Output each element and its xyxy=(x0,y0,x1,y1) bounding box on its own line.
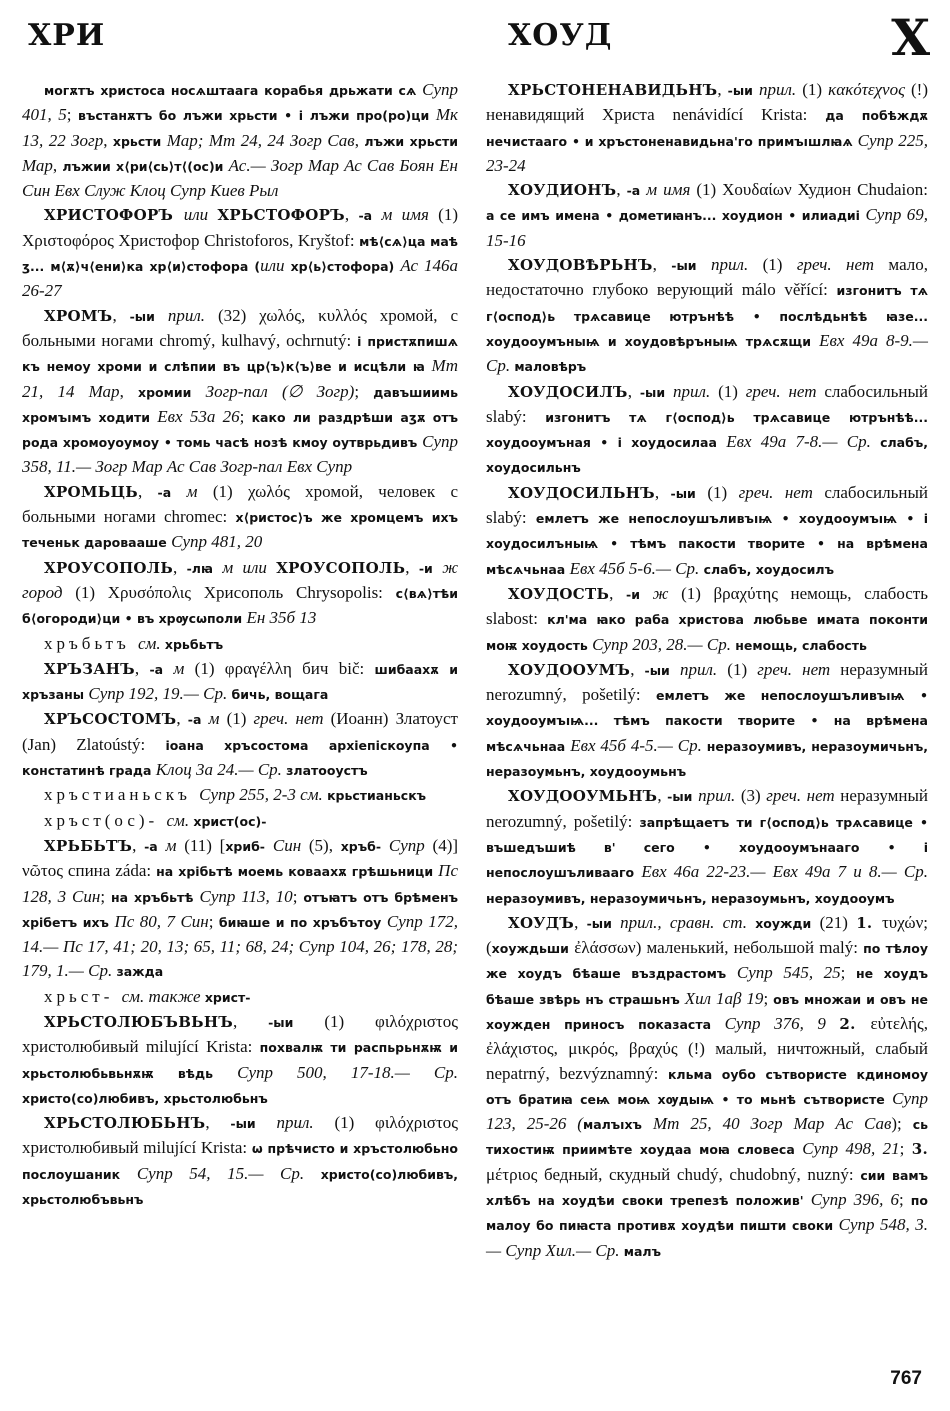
slavonic-citation: бичь, вощага xyxy=(231,687,329,703)
italic-text: или xyxy=(260,256,285,276)
entry-text: , xyxy=(652,255,672,275)
dictionary-entry xyxy=(486,911,928,1264)
entry-text: , xyxy=(205,1113,231,1133)
dictionary-entry xyxy=(486,380,928,481)
slavonic-citation: -ыи xyxy=(670,485,708,501)
entry-text: , xyxy=(52,155,63,175)
entry-text: ; xyxy=(292,886,304,906)
slavonic-citation: овъ множаи и овъ не хоужден приносъ показаста xyxy=(486,991,929,1032)
dictionary-entry xyxy=(22,203,458,303)
headword: 1. xyxy=(856,913,882,932)
slavonic-citation: изгонитъ тѧ г⟨оспод⟩ь трѧсавице ютрънѣѣ... хоудооумъная • і хоудосилаа xyxy=(486,409,928,451)
italic-text: прил. xyxy=(680,659,718,679)
slavonic-citation: малъ xyxy=(623,1243,661,1259)
slavonic-citation: -и xyxy=(418,560,443,576)
italic-text: м xyxy=(173,658,185,678)
entry-text: (1) Χρυσόπολις Хрисополь Chrysopolis: xyxy=(62,582,396,602)
entry-text: (21) xyxy=(819,912,857,932)
slavonic-citation: хоуждьши xyxy=(491,941,575,957)
entry-text: , xyxy=(103,130,113,150)
italic-text: греч. нет xyxy=(253,709,324,729)
slavonic-citation: сии вамъ хлѣбъ на хоудѣи своки трепезѣ положив' xyxy=(486,1167,928,1209)
headword: ХОУДОСИЛЪ xyxy=(508,382,628,401)
italic-text: прил. xyxy=(276,1113,314,1133)
slavonic-citation: маловѣръ xyxy=(514,359,587,375)
slavonic-citation: немощь, слабость xyxy=(735,637,867,653)
slavonic-citation: зажда xyxy=(116,964,164,980)
italic-text: Супр 203, 28.— Ср. xyxy=(592,634,736,654)
dictionary-entry xyxy=(22,1010,458,1111)
italic-text: Мт 21, 14 Мар xyxy=(22,356,458,401)
slavonic-citation: -ыи xyxy=(671,258,712,274)
entry-text: , xyxy=(173,557,187,577)
slavonic-citation: лъжии х⟨ри⟨сь⟩т⟨(ос)и xyxy=(62,158,229,174)
italic-text: см. xyxy=(138,633,165,653)
headword: ХРИСТОФОРЪ xyxy=(44,206,184,225)
italic-text: прил. xyxy=(711,255,749,275)
entry-text: (4)] νῶτος спина záda: xyxy=(22,835,459,881)
slavonic-citation: сь тихостиѭ приимѣте хоудаа моꙗ словеса xyxy=(486,1117,929,1158)
slavonic-citation: -ыи xyxy=(667,789,699,805)
entry-text: (1) xyxy=(707,482,739,502)
slavonic-citation: христо(со)любивъ, хрьстолюбьнъ xyxy=(22,1090,268,1106)
italic-text: прил. xyxy=(167,305,206,325)
slavonic-citation: -ыи xyxy=(268,1014,325,1030)
dictionary-entry xyxy=(22,985,458,1010)
slavonic-citation: хриб- xyxy=(225,838,273,854)
entry-text: , xyxy=(119,381,139,401)
headword: ХРОМЪ xyxy=(44,306,113,325)
italic-text: Ас 146а 26-27 xyxy=(22,256,458,301)
italic-text: Евх 49а 7-8.— Ср. xyxy=(726,432,881,452)
dictionary-entry xyxy=(22,783,458,808)
italic-text: Супр 500, 17-18.— Ср. xyxy=(237,1062,458,1082)
entry-text: ; xyxy=(898,1190,911,1210)
slavonic-citation: лъжи хрьсти xyxy=(364,133,459,149)
headword: ХРЬСТОНЕНАВИДЬНЪ xyxy=(508,81,718,99)
slavonic-citation: і пристѫпишѧ къ немоу хроми и слѣпии въ цр⟨ъ⟩к⟨ъ⟩ве и исцѣли ꙗ xyxy=(22,333,459,375)
entry-text: (1) φιλόχριστος христолюбивый milující Krista: xyxy=(22,1011,458,1057)
entry-text: (3) xyxy=(735,786,767,806)
entry-text: , xyxy=(137,481,158,501)
italic-text: Супр 255, 2-3 см. xyxy=(199,785,328,805)
slavonic-citation: -а xyxy=(149,661,174,677)
headword: ХРЬСТОЛЮБЪВЬНЪ xyxy=(44,1012,233,1031)
slavonic-citation: хръб- xyxy=(340,838,389,854)
entry-text: , xyxy=(627,381,640,401)
italic-text: Супр 113, 10 xyxy=(199,886,293,906)
entry-text: , xyxy=(405,557,419,577)
slavonic-citation: малъıхъ xyxy=(582,1117,653,1133)
italic-text: Супр 401, 5 xyxy=(22,80,458,125)
entry-text: (Иоанн) Златоуст (Jan) Zlatoústý: xyxy=(22,709,458,754)
italic-text: Евх 53а 26 xyxy=(157,406,240,426)
dictionary-entry xyxy=(22,480,458,556)
slavonic-citation: -ыи xyxy=(727,83,759,98)
italic-text: Супр 396, 6 xyxy=(810,1190,899,1210)
italic-text: прил. xyxy=(698,786,736,806)
entry-text: , xyxy=(657,786,668,806)
headword: ХОУДООУМЬНЪ xyxy=(508,787,658,806)
slavonic-citation: -и xyxy=(626,586,653,602)
dictionary-entry xyxy=(486,78,928,178)
slavonic-citation: христ(ос)- xyxy=(193,813,267,829)
entry-text: ; xyxy=(840,963,856,983)
slavonic-citation: слабъ, хоудосилъ xyxy=(703,561,834,577)
italic-text: Супр 545, 25 xyxy=(736,963,841,983)
entry-text: (1) xyxy=(219,709,254,729)
slavonic-citation: да побѣждѫ нечистааго • и хръстоненавидьна'го примъıшлꙗѧ xyxy=(486,108,929,149)
dictionary-entry xyxy=(22,632,458,657)
dictionary-entry xyxy=(486,178,928,253)
italic-text: Супр 192, 19.— Ср. xyxy=(88,684,232,704)
dictionary-entry xyxy=(486,658,928,784)
headword: ХРЪСОСТОМЪ xyxy=(44,710,177,729)
entry-text: , xyxy=(609,583,627,603)
italic-text: ж город xyxy=(22,557,459,602)
italic-text: Мар xyxy=(22,155,53,175)
italic-text: прил., сравн. ст. xyxy=(620,912,756,932)
headword: ХОУДЪ xyxy=(508,913,575,932)
dictionary-entry xyxy=(22,809,458,834)
entry-text: (1) xyxy=(796,80,829,99)
entry-text: ); xyxy=(891,1114,913,1134)
dictionary-entry xyxy=(22,834,458,985)
slavonic-citation: како ли раздрѣши аӡѫ отъ рода хромоуоумоу • томь часѣ нозѣ кмоу оутврьдивъ xyxy=(22,409,458,451)
slavonic-citation: с⟨вѧ⟩тѣи б⟨огороди⟩ци • въ хрѹсѡполи xyxy=(22,585,458,627)
entry-text: , xyxy=(112,305,130,325)
dictionary-entry xyxy=(22,707,458,783)
entry-text: (1) Χουδαίων Худион Chudaion: xyxy=(690,180,929,200)
entry-text: μέτριος бедный, скудный chudý, chudobný, nuzný: xyxy=(486,1164,861,1184)
dictionary-entry xyxy=(22,1111,458,1212)
italic-text: греч. нет xyxy=(757,659,831,679)
dictionary-entry xyxy=(486,784,928,910)
headword: ХОУДОСИЛЬНЪ xyxy=(508,483,655,502)
entry-text: (!) ненавидящий Христа nenávidící Krista: xyxy=(486,80,929,125)
entry-text: (1) xyxy=(748,255,797,275)
italic-text: Клоц 3а 24.— Ср. xyxy=(155,760,287,780)
headword: ХОУДОВѢРЬНЪ xyxy=(508,256,653,275)
slavonic-citation: -а xyxy=(626,183,647,199)
italic-text: Супр 358, 11.— Зогр Мар Ас Сав Зогр-пал Евх Супр xyxy=(22,432,458,477)
entry-text: ; xyxy=(100,886,111,906)
italic-text: Супр 376, 9 xyxy=(724,1013,840,1033)
entry-text: хрьст- xyxy=(44,986,122,1006)
italic-text: Супр 172, 14.— Пс 17, 41; 20, 13; 65, 11; 68, 24; Супр 104, 26; 178, 28; 179, 1.— Ср. xyxy=(22,911,458,981)
entry-text: (32) χωλός, κυλλός хромой, с больными ногами chromý, kulhavý, ochrnutý: xyxy=(22,305,458,350)
italic-text: Ас.— Зогр Мар Ас Сав Боян Ен Син Евх Служ Клоц Супр Киев Рыл xyxy=(22,155,458,201)
slavonic-citation: могѫтъ христоса носѧштаага корабья дрьжати сѧ xyxy=(44,83,423,98)
italic-text: или xyxy=(183,205,218,225)
slavonic-citation: -ыи xyxy=(644,662,681,678)
italic-text: Син xyxy=(272,835,302,855)
entry-text: , xyxy=(232,1011,269,1031)
slavonic-citation: по малоу бо пиꙗста противѫ хоудѣи пишти своки xyxy=(486,1193,928,1234)
entry-text: неразумный nerozumný, pošetilý: xyxy=(486,786,928,831)
entry-text: , xyxy=(630,659,645,679)
italic-text: м xyxy=(208,709,220,729)
slavonic-citation: емлетъ же непослоушъливъıѩ • хоудооумъıѩ... тѣмъ пакости творите • на врѣмена мѣсѧчьнаа xyxy=(486,688,928,754)
italic-text: Супр 69, 15-16 xyxy=(486,205,929,250)
entry-text: (1) βραχύτης немощь, слабость slabost: xyxy=(486,583,928,629)
entry-text: ; xyxy=(763,988,774,1008)
right-column xyxy=(486,78,928,1264)
italic-text: Зогр-пал (∅ Зогр) xyxy=(205,381,355,401)
headword: ХРОУСОПОЛЬ xyxy=(276,558,406,577)
slavonic-citation: запрѣщаетъ ти г⟨оспод⟩ь трѧсавице • въшедъшиѣ в' сего • хоудооумънааго • і непослоушъливааго xyxy=(486,814,929,881)
italic-text: м имя xyxy=(381,205,429,225)
entry-text: , xyxy=(574,912,587,932)
headword: ХРОУСОПОЛЬ xyxy=(44,558,174,577)
italic-text: прил. xyxy=(759,80,797,99)
slavonic-citation: -ыи xyxy=(586,915,621,931)
italic-text: Супр xyxy=(388,835,425,855)
slavonic-citation: -а xyxy=(144,838,166,854)
slavonic-citation: -ыи xyxy=(639,384,674,400)
slavonic-citation: а се имъ имена • дометиꙗнъ... хоудион • илиадиі xyxy=(486,208,866,224)
italic-text: греч. нет xyxy=(738,482,813,502)
entry-text: (1) φραγέλλη бич bič: xyxy=(184,658,375,678)
italic-text: Супр 123, 25-26 ( xyxy=(486,1088,928,1134)
running-head-center: ХОУД xyxy=(508,18,613,53)
page-number: 767 xyxy=(890,1368,922,1389)
slavonic-citation: іоана хръсостома архіепіскоупа • констатинѣ града xyxy=(22,737,458,779)
headword: ХРЬСТОЛЮБЬНЪ xyxy=(44,1114,206,1133)
entry-text: , xyxy=(132,835,145,855)
slavonic-citation: неразоумивъ, неразоумичьнъ, неразоумьнъ, хоудооумъ xyxy=(486,890,895,906)
slavonic-citation: по тѣлоу же хоудъ бѣаше въздрастомъ xyxy=(486,941,928,982)
italic-text: м или xyxy=(222,557,277,577)
slavonic-citation: хр⟨ь⟩стофора) xyxy=(284,259,401,275)
entry-text: τυχών; ( xyxy=(486,912,928,958)
entry-text: слабосильный slabý: xyxy=(486,381,928,426)
section-letter: Х xyxy=(891,8,930,67)
dictionary-entry xyxy=(22,304,458,480)
entry-text: , xyxy=(134,658,150,678)
headword: 3. xyxy=(911,1140,928,1159)
slavonic-citation: шибаахѫ и хръзаны xyxy=(22,661,458,703)
headword: ХОУДООУМЪ xyxy=(508,660,631,679)
slavonic-citation: -лꙗ xyxy=(186,560,223,576)
slavonic-citation: на хръбьтѣ xyxy=(110,889,200,905)
slavonic-citation: крьстианьскъ xyxy=(327,788,427,804)
headword: ХРЪЗАНЪ xyxy=(44,659,135,678)
entry-text: ; xyxy=(354,381,374,401)
slavonic-citation: -а xyxy=(157,484,187,500)
italic-text: Евх 49а 8-9.— Ср. xyxy=(486,330,928,376)
slavonic-citation: хоужди xyxy=(755,915,820,931)
italic-text: Мт 25, 40 Зогр Мар Ас Сав xyxy=(652,1114,892,1134)
left-column xyxy=(22,78,458,1212)
entry-text: (1) χωλός хромой, человек с больными ногами chromec: xyxy=(22,481,458,527)
dictionary-entry xyxy=(22,556,458,632)
italic-text: м xyxy=(186,481,198,501)
entry-text: (1) Χριστοφόρος Христофор Christoforos, Kryštof: xyxy=(22,205,458,250)
italic-text: ж xyxy=(652,583,669,603)
italic-text: Супр 481, 20 xyxy=(171,532,263,552)
slavonic-citation: хрьбьтъ xyxy=(164,636,224,652)
italic-text: Хил 1аβ 19 xyxy=(684,988,764,1008)
slavonic-citation: хрьсти xyxy=(112,133,167,149)
italic-text: Мк 13, 22 Зогр xyxy=(22,105,458,150)
entry-text: (1) xyxy=(717,659,758,679)
entry-text: , xyxy=(717,80,728,99)
dictionary-entry xyxy=(486,582,928,658)
headword: ХРЬБЬТЪ xyxy=(44,836,133,855)
entry-text: неразумный nerozumný, pošetilý: xyxy=(486,659,928,705)
entry-text: ; xyxy=(899,1139,912,1159)
slavonic-citation: въстанѫтъ бо лъжи хрьсти • і лъжи про(ро)ци xyxy=(78,108,436,124)
italic-text: Евх 45б 5-6.— Ср. xyxy=(569,558,704,578)
italic-text: м xyxy=(165,835,177,855)
headword: ХРОМЬЦЬ xyxy=(44,482,138,501)
slavonic-citation: -ыи xyxy=(129,308,168,324)
entry-text: (1) φιλόχριστος христолюбивый milující Krista: xyxy=(22,1113,459,1158)
entry-text: , xyxy=(354,130,365,150)
headword: 2. xyxy=(839,1014,871,1033)
italic-text: Пс 80, 7 Син xyxy=(114,911,209,931)
slavonic-citation: христо(со)любивъ, хрьстолюбъвьнъ xyxy=(22,1166,459,1208)
slavonic-citation: емлетъ же непослоушъливъıѩ • хоудооумъıѩ • і хоудосилъныѩ • тѣмъ пакости творите • на врѣмена мѣсѧчьнаа xyxy=(486,511,928,577)
italic-text: Мар; Мт 24, 24 Зогр Сав xyxy=(166,130,355,150)
italic-text: греч. нет xyxy=(745,381,817,401)
headword: ХОУДОСТЬ xyxy=(508,584,610,603)
italic-text: греч. нет xyxy=(796,255,875,275)
entry-text: хръст(ос)- xyxy=(44,810,167,830)
headword: ХОУДИОНЪ xyxy=(508,181,617,200)
headword: ХРЬСТОФОРЪ xyxy=(217,206,345,225)
entry-text: (1) xyxy=(710,381,746,401)
slavonic-citation: изгонитъ тѧ г⟨оспод⟩ь трѧсавице ютрънѣѣ • послѣдьнѣѣ ꙗзе... хоудооумъныѩ и хоудовѣръныѩ трѧсѫщи xyxy=(486,283,928,349)
running-head-left: ХРИ xyxy=(28,18,106,53)
italic-text: м имя xyxy=(646,180,691,200)
slavonic-citation: кл'ма ꙗко раба христова любьве имата поконти моѭ хоудость xyxy=(486,612,928,653)
italic-text: см. также xyxy=(121,986,205,1006)
entry-text: , xyxy=(176,709,188,729)
italic-text: Пс 128, 3 Син xyxy=(22,861,458,906)
entry-text: εὐτελής, ἐλάχιστος, μικρός, βραχύς (!) малый, ничтожный, слабый nepatrný, bezvýznamný: xyxy=(486,1013,928,1083)
entry-text: ; xyxy=(239,406,252,426)
italic-text: Евх 46а 22-23.— Евх 49а 7 и 8.— Ср. xyxy=(641,862,928,882)
slavonic-citation: мѣ⟨сѧ⟩ца маѣ ӡ... м⟨ѫ⟩ч⟨ени⟩ка хр⟨и⟩стофора ( xyxy=(22,233,458,275)
slavonic-citation: ѡ прѣчисто и хръстолюбьно послоушаник xyxy=(22,1141,458,1182)
entry-text: , xyxy=(654,482,671,502)
slavonic-citation: слабъ, хоудосильнъ xyxy=(486,435,928,476)
entry-text: слабосильный slabý: xyxy=(486,482,928,528)
slavonic-citation: -ыи xyxy=(230,1116,277,1132)
dictionary-entry xyxy=(486,481,928,582)
italic-text: Супр 54, 15.— Ср. xyxy=(136,1163,321,1183)
dictionary-entry xyxy=(22,78,458,203)
entry-text: мало, недостаточно глубоко верующий málo věřící: xyxy=(486,255,928,300)
dictionary-entry xyxy=(22,657,458,708)
dictionary-entry xyxy=(486,253,928,379)
entry-text: , xyxy=(344,205,359,225)
italic-text: прил. xyxy=(673,381,711,401)
italic-text: κακότεχνος xyxy=(828,80,905,99)
italic-text: греч. нет xyxy=(766,786,835,806)
entry-text: (11) [ xyxy=(176,835,226,855)
slavonic-citation: неразоумивъ, неразоумичьнъ, неразоумьнъ, хоудооумьнъ xyxy=(486,738,928,780)
italic-text: см. xyxy=(166,810,194,830)
entry-text: ; xyxy=(66,105,79,125)
slavonic-citation: кльма оубо сътвористе кдиномоу отъ братиꙗ сеѩ моѩ хѹдыѩ • то мьнѣ сътвористе xyxy=(486,1066,929,1107)
entry-text: хръстианьскъ xyxy=(44,785,200,805)
slavonic-citation: хромии xyxy=(138,384,206,400)
slavonic-citation: златооустъ xyxy=(286,763,368,779)
entry-text: ; xyxy=(208,911,219,931)
entry-text: ἐλάσσων) маленький, небольшой malý: xyxy=(574,938,864,958)
slavonic-citation: похвалѭ ти распьрьнѫѭ и хрьстолюбьвьнѫѭ вѣдь xyxy=(22,1040,458,1081)
slavonic-citation: на хрібьтѣ моемь коваахѫ грѣшьници xyxy=(156,864,439,880)
slavonic-citation: христ- xyxy=(204,989,251,1005)
slavonic-citation: отъꙗтъ отъ брѣменъ хрібетъ ихъ xyxy=(22,889,458,930)
entry-text: (5), xyxy=(301,835,341,855)
entry-text: , xyxy=(616,180,627,200)
italic-text: Ен 35б 13 xyxy=(246,608,317,628)
entry-text: хръбьтъ xyxy=(44,633,139,653)
slavonic-citation: биꙗше и по хръбътоу xyxy=(218,914,387,930)
italic-text: Супр 548, 3.— Супр Хил.— Ср. xyxy=(486,1215,928,1260)
italic-text: Евх 45б 4-5.— Ср. xyxy=(570,735,707,755)
slavonic-citation: -а xyxy=(187,712,209,728)
slavonic-citation: давъшиимь хромъıмъ ходити xyxy=(22,384,459,425)
slavonic-citation: не хоудъ бѣаше звѣрь нъ страшьнъ xyxy=(486,966,929,1007)
slavonic-citation: х⟨ристос⟩ъ же хромцемъ ихъ теченьк даровааше xyxy=(22,510,458,551)
italic-text: Супр 225, 23-24 xyxy=(486,130,928,175)
slavonic-citation: -а xyxy=(358,208,382,224)
italic-text: Супр 498, 21 xyxy=(802,1139,900,1159)
